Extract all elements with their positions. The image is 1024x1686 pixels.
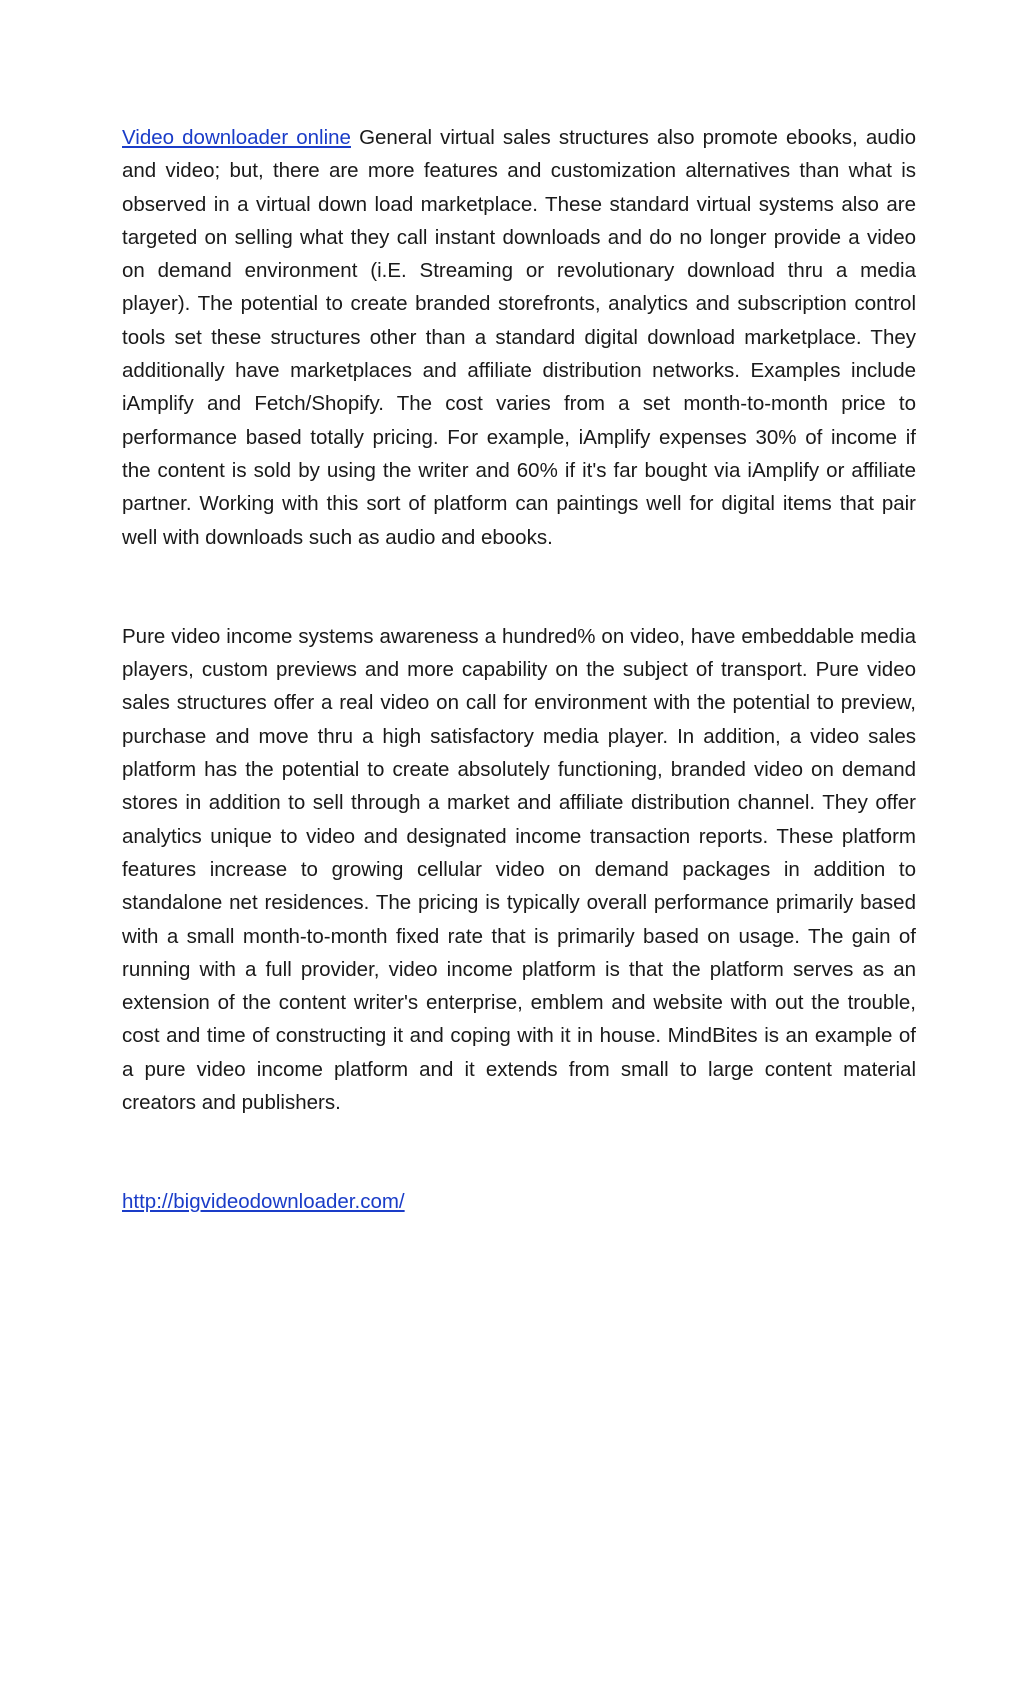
paragraph-1-text: General virtual sales structures also promote ebooks, audio and video; but, there are more features and customization alternatives than what is observed in a virtual down load marketplace. These standard virtual systems also are targeted on selling what they call instant downloads and do no longer provide a video on demand environment (i.E. Streaming or revolutionary download thru a media player). The potential to create branded storefronts, analytics and subscription control tools set these structures other than a standard digital download marketplace. They additionally have marketplaces and affiliate distribution networks. Examples include iAmplify and Fetch/Shopify. The cost varies from a set month-to-month price to performance based totally pricing. For example, iAmplify expenses 30% of income if the content is sold by using the writer and 60% if it's far bought via iAmplify or affiliate partner. Working with this sort of platform can paintings well for digital items that pair well with downloads such as audio and ebooks. — [122, 126, 916, 549]
paragraph-1 — [122, 121, 916, 554]
paragraph-2-text: Pure video income systems awareness a hundred% on video, have embeddable media players, custom previews and more capability on the subject of transport. Pure video sales structures offer a real video on call for environment with the potential to preview, purchase and move thru a high satisfactory media player. In addition, a video sales platform has the potential to create absolutely functioning, branded video on demand stores in addition to sell through a market and affiliate distribution channel. They offer analytics unique to video and designated income transaction reports. These platform features increase to growing cellular video on demand packages in addition to standalone net residences. The pricing is typically overall performance primarily based with a small month-to-month fixed rate that is primarily based on usage. The gain of running with a full provider, video income platform is that the platform serves as an extension of the content writer's enterprise, emblem and website with out the trouble, cost and time of constructing it and coping with it in house. MindBites is an example of a pure video income platform and it extends from small to large content material creators and publishers. — [122, 624, 916, 1115]
bigvideodownloader-url-link[interactable]: http://bigvideodownloader.com/ — [122, 1190, 405, 1214]
footer-link-line — [122, 1185, 916, 1218]
document-body — [122, 121, 916, 1219]
paragraph-2 — [122, 620, 916, 1119]
video-downloader-link[interactable]: Video downloader online — [122, 126, 351, 149]
